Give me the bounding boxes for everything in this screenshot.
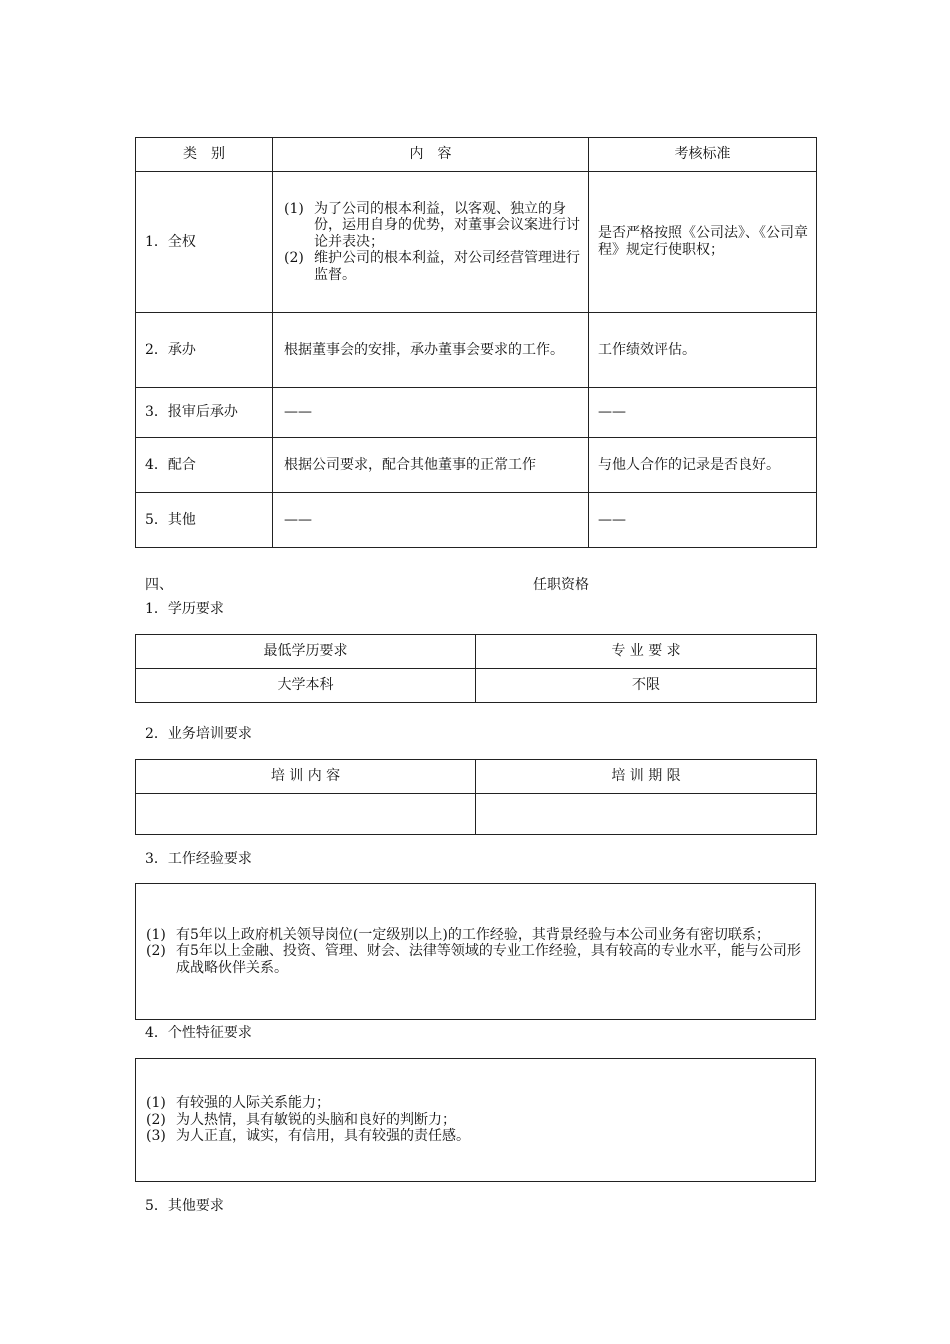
header-standard: 考核标准: [589, 138, 817, 172]
training-table: [135, 759, 817, 835]
table-row: [136, 669, 817, 703]
assessment-table: [135, 137, 817, 548]
row-content: ——: [273, 388, 589, 438]
education-header-major: 专 业 要 求: [476, 635, 817, 669]
experience-list: [136, 927, 815, 977]
row-content: ——: [273, 493, 589, 548]
header-category: 类 别: [136, 138, 273, 172]
education-table: [135, 634, 817, 703]
experience-heading: 3．工作经验要求: [145, 851, 252, 867]
row-category: 1．全权: [136, 172, 273, 313]
section-number: 四、: [145, 577, 173, 593]
training-heading: 2．业务培训要求: [145, 726, 252, 742]
education-heading: 1．学历要求: [145, 601, 224, 617]
list-item: (2) 维护公司的根本利益，对公司经营管理进行监督。: [284, 250, 580, 283]
training-header-period: 培 训 期 限: [476, 760, 817, 794]
section-title: 任职资格: [533, 577, 589, 593]
header-content: 内 容: [273, 138, 589, 172]
row-standard: 与他人合作的记录是否良好。: [589, 438, 817, 493]
row-category: 5．其他: [136, 493, 273, 548]
list-item: (2) 有5年以上金融、投资、管理、财会、法律等领域的专业工作经验，具有较高的专业水平，能与公司形成战略伙伴关系。: [146, 943, 801, 976]
personality-list: [136, 1095, 815, 1145]
list-item: (3) 为人正直，诚实，有信用，具有较强的责任感。: [146, 1128, 470, 1145]
table-row: [136, 438, 817, 493]
row-category: 3．报审后承办: [136, 388, 273, 438]
experience-box: [135, 883, 816, 1020]
table-header-row: [136, 635, 817, 669]
row-standard: ——: [589, 493, 817, 548]
table-header-row: [136, 138, 817, 172]
row-content: 根据董事会的安排，承办董事会要求的工作。: [273, 313, 589, 388]
list-item: (1) 有较强的人际关系能力；: [146, 1095, 330, 1112]
table-row: [136, 313, 817, 388]
other-heading: 5．其他要求: [145, 1198, 224, 1214]
table-row: [136, 493, 817, 548]
row-content: [273, 172, 589, 313]
row-standard: 是否严格按照《公司法》、《公司章程》规定行使职权；: [589, 172, 817, 313]
list-item: (1) 为了公司的根本利益，以客观、独立的身份，运用自身的优势，对董事会议案进行讨论并表决；: [284, 200, 580, 250]
row-standard: 工作绩效评估。: [589, 313, 817, 388]
table-header-row: [136, 760, 817, 794]
education-value-min: 大学本科: [136, 669, 476, 703]
table-row: [136, 794, 817, 835]
row-standard: ——: [589, 388, 817, 438]
training-value-period: [476, 794, 817, 835]
personality-heading: 4．个性特征要求: [145, 1025, 252, 1041]
training-value-content: [136, 794, 476, 835]
training-header-content: 培 训 内 容: [136, 760, 476, 794]
education-value-major: 不限: [476, 669, 817, 703]
row-category: 4．配合: [136, 438, 273, 493]
list-item: (1) 有5年以上政府机关领导岗位(一定级别以上)的工作经验，其背景经验与本公司业务有密切联系；: [146, 926, 770, 943]
row-category: 2．承办: [136, 313, 273, 388]
personality-box: [135, 1058, 816, 1182]
education-header-min: 最低学历要求: [136, 635, 476, 669]
row-content: 根据公司要求，配合其他董事的正常工作: [273, 438, 589, 493]
table-row: [136, 172, 817, 313]
list-item: (2) 为人热情，具有敏锐的头脑和良好的判断力；: [146, 1111, 456, 1128]
table-row: [136, 388, 817, 438]
